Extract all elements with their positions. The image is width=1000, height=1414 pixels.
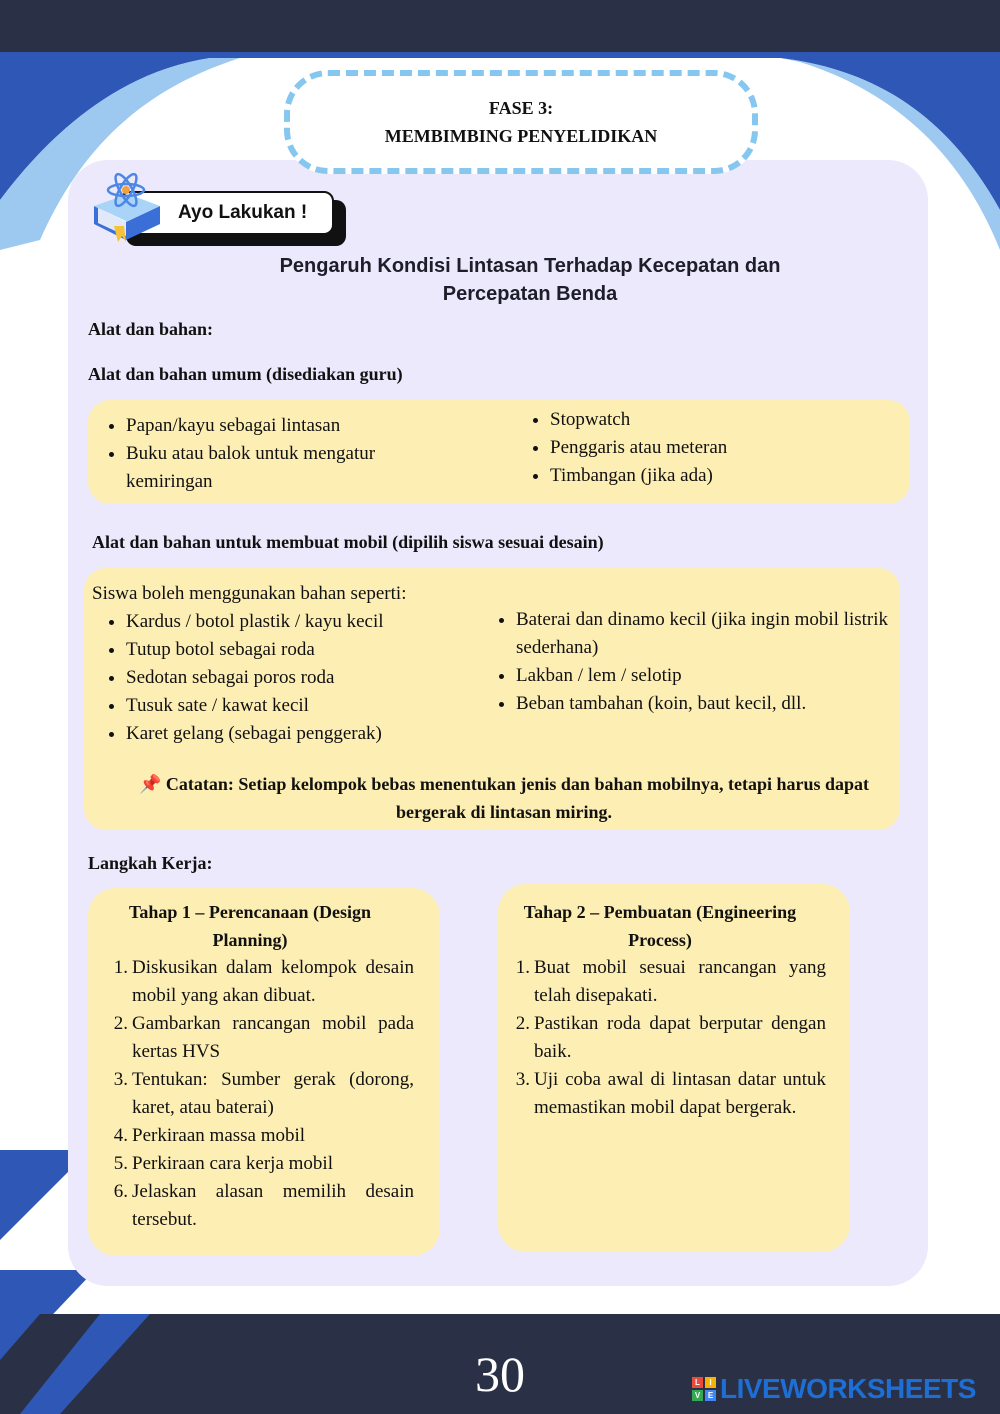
mobil-list-left — [92, 608, 506, 748]
step-text: Perkiraan massa mobil — [132, 1125, 306, 1146]
tahap-1-card — [88, 888, 440, 1256]
step-item — [100, 1122, 414, 1150]
fase-subtitle: MEMBIMBING PENYELIDIKAN — [384, 126, 658, 146]
step-text: Gambarkan rancangan mobil pada kertas HVS — [132, 1013, 414, 1062]
logo-letter: L — [692, 1377, 703, 1388]
step-item — [502, 1010, 826, 1066]
tahap-1-title: Tahap 1 – Perencanaan (Design Planning) — [128, 902, 372, 950]
fase-title-box — [284, 70, 758, 174]
list-item: • Beban tambahan (koin, baut kecil, dll. — [516, 690, 888, 718]
list-item: • Penggaris atau meteran — [550, 434, 910, 462]
page-number: 30 — [475, 1346, 525, 1402]
step-number: 2. — [515, 1013, 530, 1034]
tahap-2-steps — [502, 954, 826, 1122]
step-number: 3. — [113, 1069, 128, 1090]
logo-letter: I — [705, 1377, 716, 1388]
list-item: • Stopwatch — [550, 406, 910, 434]
mobil-label: Alat dan bahan untuk membuat mobil (dipilih siswa sesuai desain) — [92, 532, 604, 552]
step-item — [100, 1178, 414, 1234]
umum-label: Alat dan bahan umum (disediakan guru) — [88, 364, 403, 384]
tahap-2-card — [498, 884, 850, 1252]
langkah-label: Langkah Kerja: — [88, 853, 213, 873]
step-text: Uji coba awal di lintasan datar untuk memastikan mobil dapat bergerak. — [534, 1069, 826, 1118]
step-item — [502, 954, 826, 1010]
mobil-list-right — [482, 606, 888, 718]
logo-letter: E — [705, 1390, 716, 1401]
step-item — [100, 1066, 414, 1122]
list-item: • Tusuk sate / kawat kecil — [126, 692, 506, 720]
tahap-1-steps — [100, 954, 414, 1234]
liveworksheets-logo[interactable] — [692, 1374, 976, 1404]
list-item: • Kardus / botol plastik / kayu kecil — [126, 608, 506, 636]
step-number: 2. — [113, 1013, 128, 1034]
step-text: Diskusikan dalam kelompok desain mobil yang akan dibuat. — [132, 957, 414, 1006]
tahap-2-title: Tahap 2 – Pembuatan (Engineering Process) — [523, 902, 797, 950]
step-text: Pastikan roda dapat berputar dengan baik. — [534, 1013, 826, 1062]
mobil-intro: Siswa boleh menggunakan bahan seperti: — [92, 583, 407, 604]
step-number: 1. — [515, 957, 530, 978]
step-item — [100, 954, 414, 1010]
alat-bahan-label: Alat dan bahan: — [88, 319, 214, 339]
umum-list-left — [92, 412, 456, 496]
step-text: Tentukan: Sumber gerak (dorong, karet, atau baterai) — [132, 1069, 414, 1118]
activity-heading — [200, 252, 860, 308]
step-item — [100, 1150, 414, 1178]
pin-icon: 📌 — [138, 774, 162, 794]
step-number: 4. — [113, 1125, 128, 1146]
list-item: • Buku atau balok untuk mengatur kemiringan — [126, 440, 456, 496]
step-text: Perkiraan cara kerja mobil — [132, 1153, 333, 1174]
note-text: Catatan: Setiap kelompok bebas menentukan jenis dan bahan mobilnya, tetapi harus dapat bergerak di lintasan miring. — [165, 774, 870, 822]
heading-line-1: Pengaruh Kondisi Lintasan Terhadap Kecepatan dan — [279, 255, 781, 277]
step-text: Buat mobil sesuai rancangan yang telah disepakati. — [534, 957, 826, 1006]
step-item — [502, 1066, 826, 1122]
umum-list-right — [516, 406, 910, 490]
badge-label: Ayo Lakukan ! — [178, 202, 308, 223]
step-number: 3. — [515, 1069, 530, 1090]
logo-letter: V — [692, 1390, 703, 1401]
umum-box — [88, 400, 910, 504]
step-text: Jelaskan alasan memilih desain tersebut. — [132, 1181, 414, 1230]
liveworksheets-icon — [692, 1377, 716, 1401]
list-item: • Karet gelang (sebagai penggerak) — [126, 720, 506, 748]
list-item: • Lakban / lem / selotip — [516, 662, 888, 690]
fase-title: FASE 3: — [488, 98, 554, 118]
step-number: 6. — [113, 1181, 128, 1202]
catatan-note — [114, 770, 894, 826]
liveworksheets-text: LIVEWORKSHEETS — [720, 1373, 976, 1404]
science-book-icon — [88, 172, 166, 244]
step-number: 1. — [113, 957, 128, 978]
list-item: • Timbangan (jika ada) — [550, 462, 910, 490]
step-number: 5. — [113, 1153, 128, 1174]
mobil-box — [84, 568, 900, 830]
list-item: • Tutup botol sebagai roda — [126, 636, 506, 664]
heading-line-2: Percepatan Benda — [442, 283, 618, 305]
step-item — [100, 1010, 414, 1066]
list-item: • Sedotan sebagai poros roda — [126, 664, 506, 692]
list-item: • Baterai dan dinamo kecil (jika ingin mobil listrik sederhana) — [516, 606, 888, 662]
list-item: • Papan/kayu sebagai lintasan — [126, 412, 456, 440]
